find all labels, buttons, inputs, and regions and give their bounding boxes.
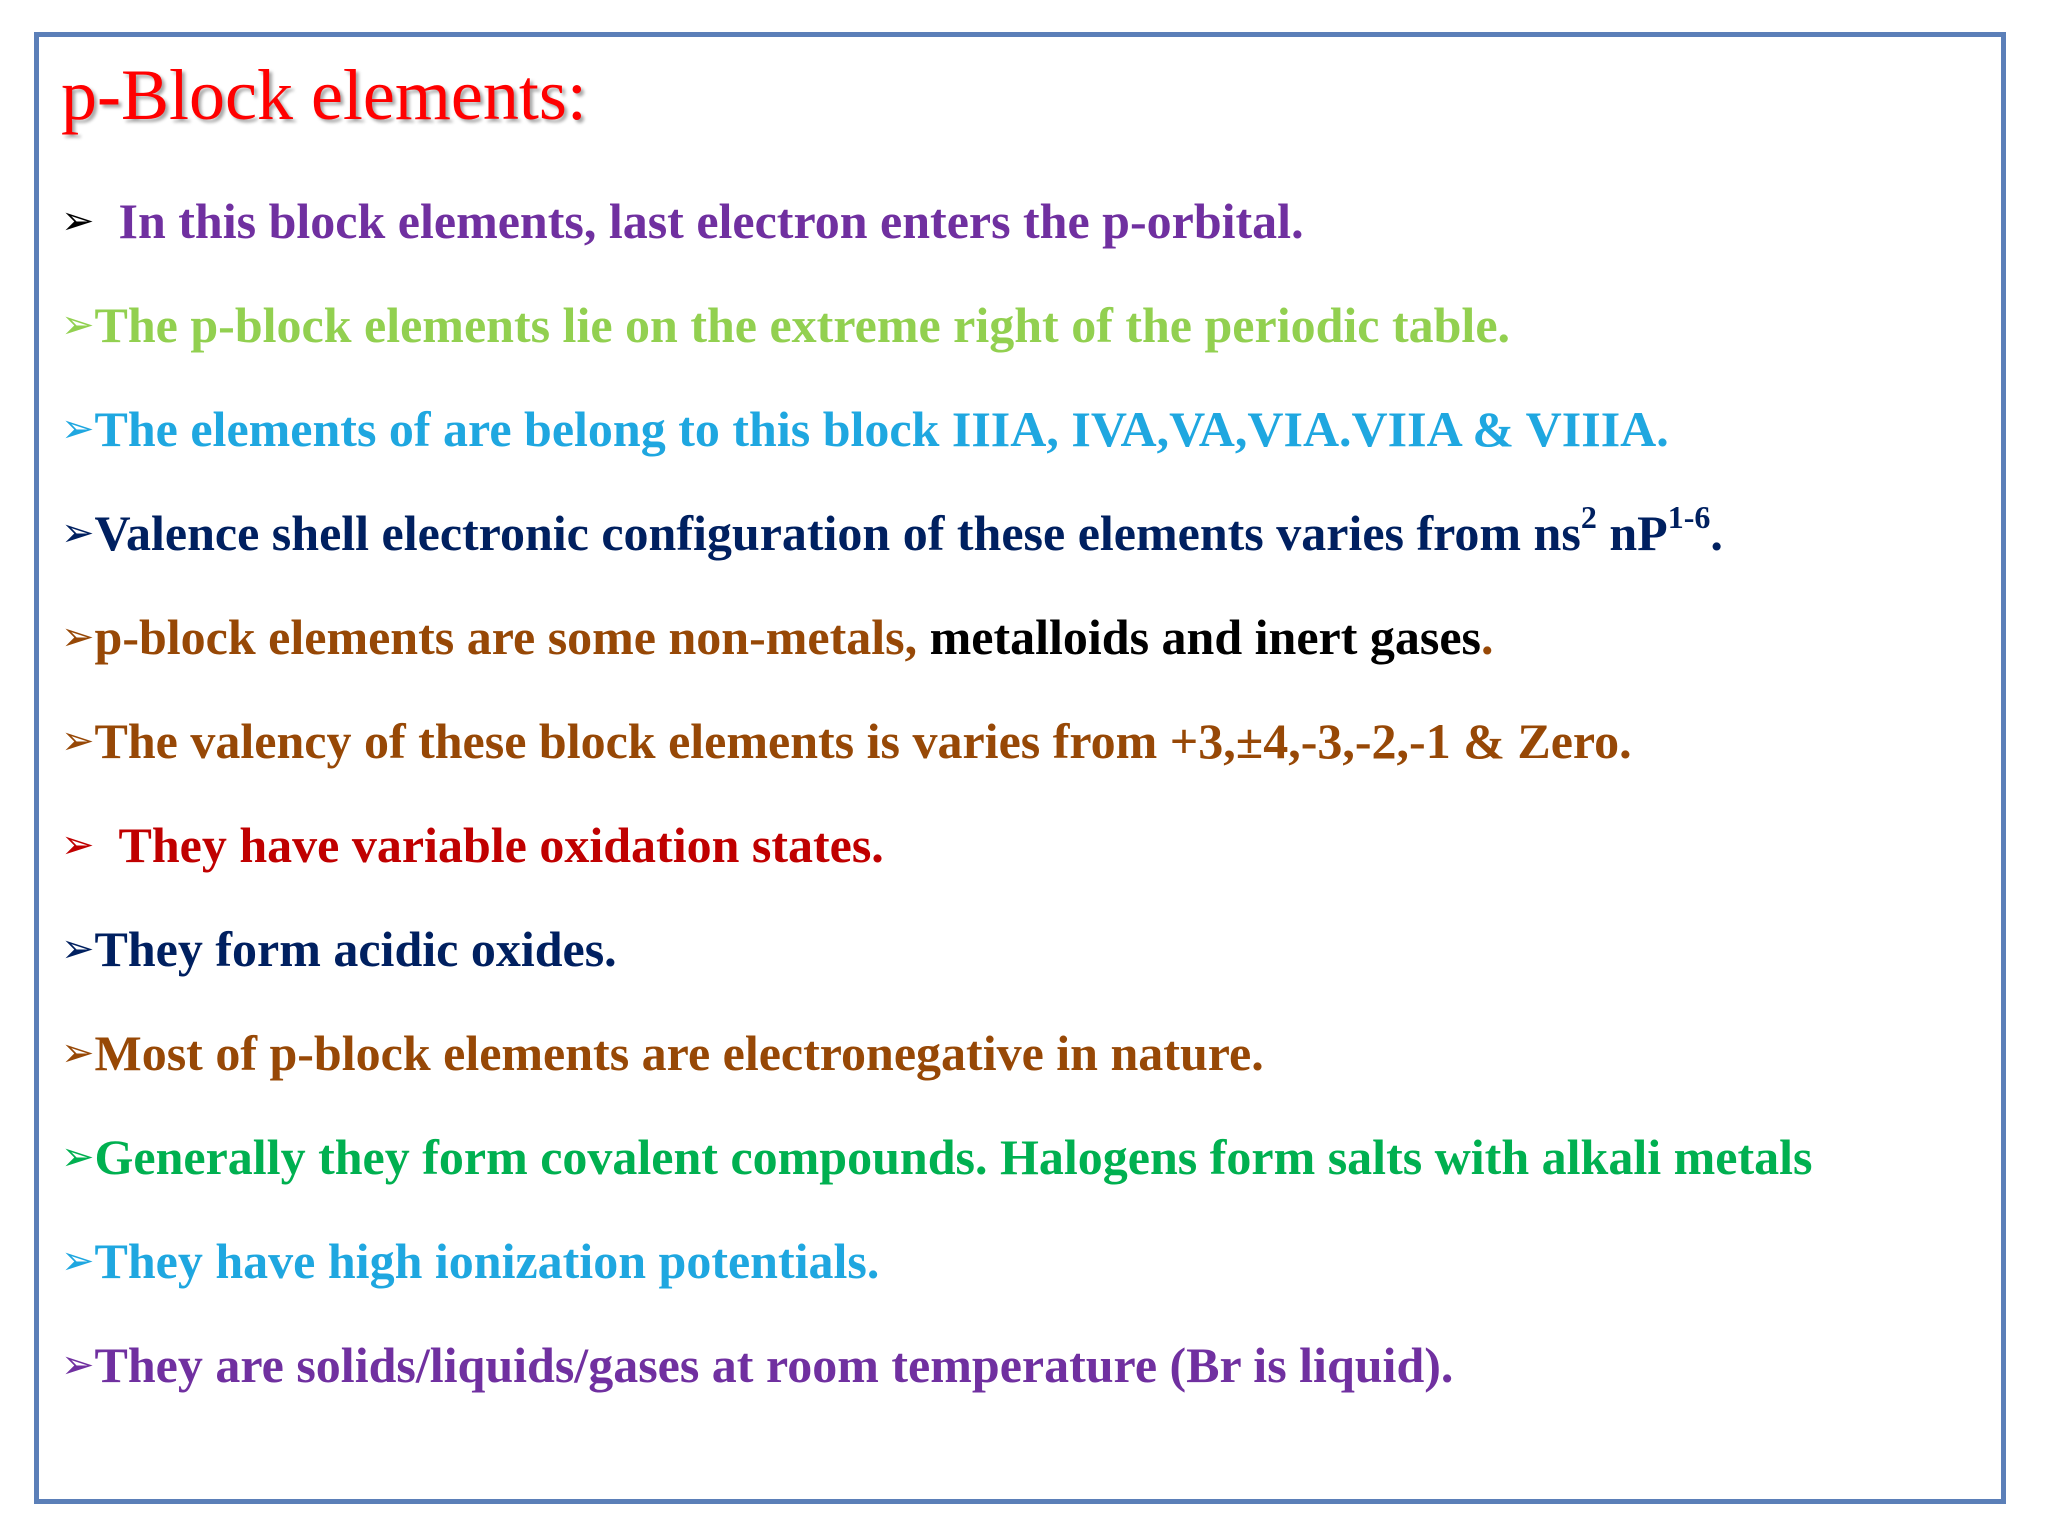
bullet-text: They form acidic oxides.	[94, 921, 617, 977]
arrow-bullet-icon: ➢	[61, 1238, 95, 1284]
arrow-bullet-icon: ➢	[61, 926, 95, 972]
bullet-item	[61, 273, 1985, 377]
bullet-text: The elements of are belong to this block IIIA, IVA,VA,VIA.VIIA & VIIIA.	[94, 401, 1669, 457]
bullet-item	[61, 897, 1985, 1001]
arrow-bullet-icon: ➢	[61, 510, 95, 556]
bullet-text: They are solids/liquids/gases at room temperature (Br is liquid).	[94, 1337, 1454, 1393]
bullet-text: They have variable oxidation states.	[118, 817, 884, 873]
arrow-bullet-icon: ➢	[61, 718, 95, 764]
bullet-text: Generally they form covalent compounds. Halogens form salts with alkali metals	[94, 1129, 1813, 1185]
bullet-item	[61, 1105, 1985, 1209]
arrow-bullet-icon: ➢	[61, 1342, 95, 1388]
bullet-item	[61, 793, 1985, 897]
arrow-bullet-icon: ➢	[61, 406, 95, 452]
bullet-text: The valency of these block elements is varies from +3,±4,-3,-2,-1 & Zero.	[94, 713, 1632, 769]
arrow-bullet-icon: ➢	[61, 822, 95, 868]
bullet-item	[61, 585, 1985, 689]
bullet-text-part1: p-block elements are some non-metals,	[94, 609, 930, 665]
slide-frame	[34, 32, 2006, 1504]
arrow-bullet-icon: ➢	[61, 302, 95, 348]
arrow-bullet-icon: ➢	[61, 1030, 95, 1076]
bullet-text: Most of p-block elements are electronegative in nature.	[94, 1025, 1264, 1081]
arrow-bullet-icon: ➢	[61, 614, 95, 660]
bullet-text-middle: nP	[1596, 505, 1668, 561]
bullet-text-part3: .	[1481, 609, 1494, 665]
superscript-2: 2	[1580, 499, 1597, 535]
slide-title: p-Block elements:	[61, 55, 587, 135]
bullet-item	[61, 1001, 1985, 1105]
bullet-text-end: .	[1710, 505, 1723, 561]
bullet-text: In this block elements, last electron enters the p-orbital.	[118, 193, 1304, 249]
bullet-item	[61, 689, 1985, 793]
bullet-text: Valence shell electronic configuration of these elements varies from ns	[94, 505, 1581, 561]
bullet-text-part2: metalloids and inert gases	[929, 609, 1482, 665]
superscript-1-6: 1-6	[1667, 499, 1711, 535]
bullet-item	[61, 1313, 1985, 1417]
bullet-item	[61, 481, 1985, 585]
bullet-item	[61, 377, 1985, 481]
bullet-item	[61, 169, 1985, 273]
bullet-text: They have high ionization potentials.	[94, 1233, 880, 1289]
bullet-list	[61, 169, 1985, 1417]
bullet-text: The p-block elements lie on the extreme right of the periodic table.	[94, 297, 1511, 353]
bullet-item	[61, 1209, 1985, 1313]
arrow-bullet-icon: ➢	[61, 1134, 95, 1180]
arrow-bullet-icon: ➢	[61, 198, 95, 244]
